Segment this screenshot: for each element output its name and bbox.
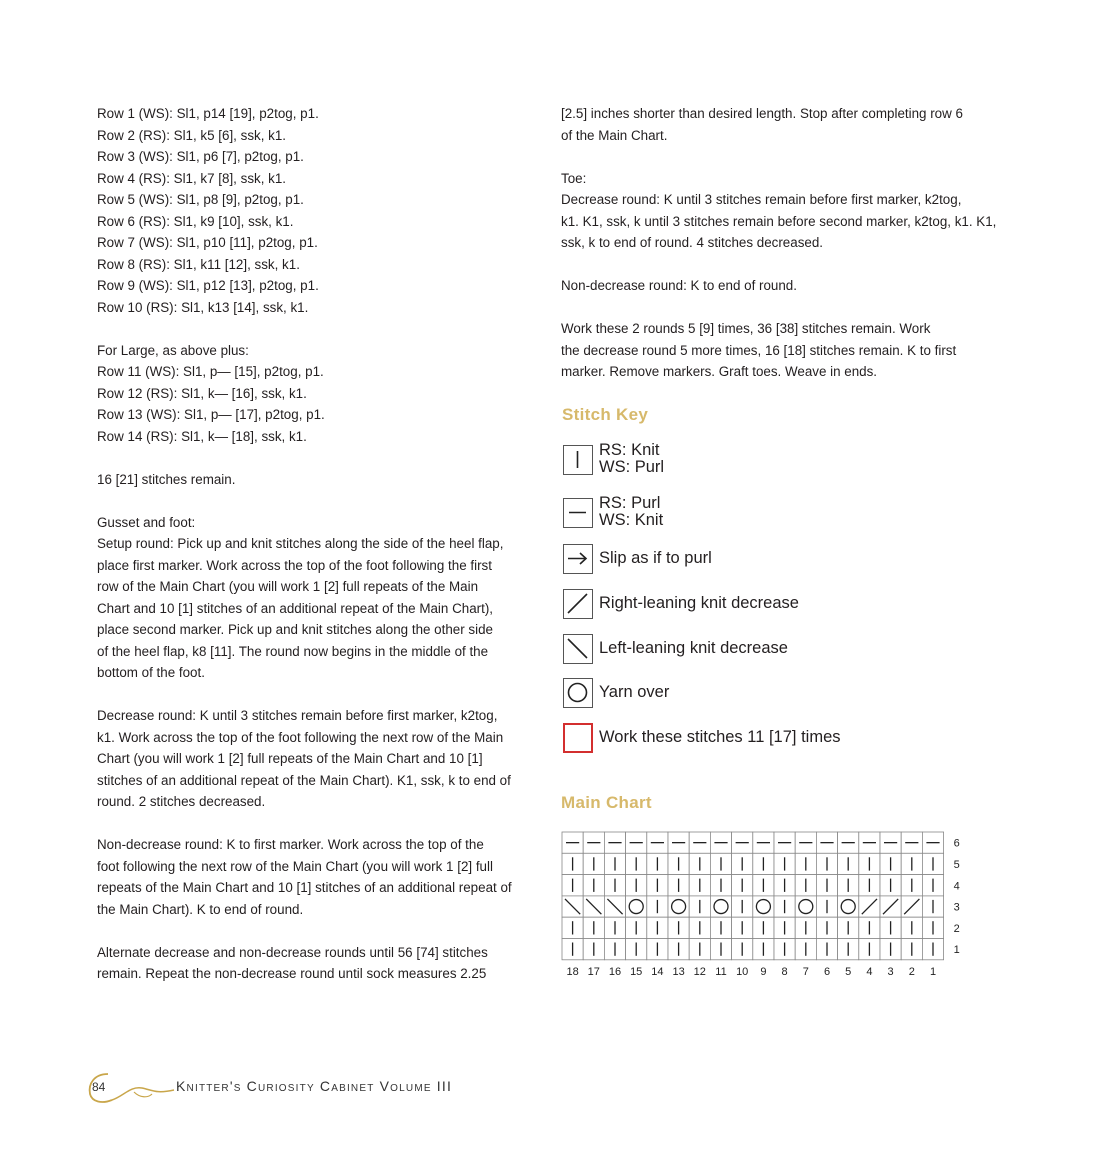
row-number: 3 [953,901,960,914]
pattern-row: Row 6 (RS): Sl1, k9 [10], ssk, k1. [97,213,294,229]
text-line: remain. Repeat the non-decrease round until sock measures 2.25 [97,966,487,981]
text-line: marker. Remove markers. Graft toes. Weave in ends. [561,364,878,379]
text-line: the decrease round 5 more times, 16 [18] stitches remain. K to first [561,342,957,358]
text-line: of the Main Chart. [561,127,668,143]
text-line: Chart and 10 [1] stitches of an additional repeat of the Main Chart), [97,600,493,616]
text-line: Alternate decrease and non-decrease rounds until 56 [74] stitches [97,944,488,960]
stitch-number: 18 [566,965,579,978]
row-number: 2 [953,922,960,935]
pattern-row: Row 12 (RS): Sl1, k— [16], ssk, k1. [97,385,307,401]
pattern-row: Row 11 (WS): Sl1, p— [15], p2tog, p1. [97,364,324,379]
key-label: Work these stitches 11 [17] times [599,728,841,746]
stitch-number: 6 [823,965,831,978]
text-line: Decrease round: K until 3 stitches remain before first marker, k2tog, [97,708,498,723]
page-number: 84 [92,1080,106,1094]
row-number: 6 [953,837,960,850]
row-number: 5 [953,858,960,871]
text-line: repeats of the Main Chart and 10 [1] stitches of an additional repeat of [97,880,512,895]
text-line: Chart (you will work 1 [2] full repeats of the Main Chart and 10 [1] [97,751,483,766]
pattern-row: Row 7 (WS): Sl1, p10 [11], p2tog, p1. [97,235,318,250]
stitch-number: 4 [866,965,873,978]
text-line: place second marker. Pick up and knit stitches along the other side [97,622,493,637]
stitch-key-heading: Stitch Key [562,405,649,424]
large-size-intro: For Large, as above plus: [97,342,249,358]
main-chart-heading: Main Chart [561,793,652,812]
text-line: ssk, k to end of round. 4 stitches decreased. [561,235,824,250]
toe-non-decrease-text: Non-decrease round: K to end of round. [561,278,797,293]
text-line: Decrease round: K until 3 stitches remain before first marker, k2tog, [561,192,962,207]
text-line: place first marker. Work across the top of the foot following the first [97,557,492,573]
pattern-row: Row 3 (WS): Sl1, p6 [7], p2tog, p1. [97,149,304,164]
key-label: WS: Purl [599,458,665,476]
text-line: row of the Main Chart (you will work 1 [2] full repeats of the Main [97,579,479,594]
stitch-number: 10 [736,965,749,978]
stitch-number: 14 [651,965,664,978]
text-line: round. 2 stitches decreased. [97,794,266,809]
text-line: of the heel flap, k8 [11]. The round now begins in the middle of the [97,643,489,659]
pattern-row: Row 14 (RS): Sl1, k— [18], ssk, k1. [97,428,307,444]
stitch-number: 9 [760,965,767,978]
stitch-number: 8 [781,965,788,978]
text-line: foot following the next row of the Main Chart (you will work 1 [2] full [97,858,493,874]
text-line: the Main Chart). K to end of round. [97,901,304,917]
stitch-number: 17 [587,965,600,978]
text-line: k1. K1, ssk, k until 3 stitches remain before second marker, k2tog, k1. K1, [561,213,997,229]
pattern-row: Row 8 (RS): Sl1, k11 [12], ssk, k1. [97,256,300,272]
key-label: Yarn over [599,683,670,701]
text-line: Non-decrease round: K to first marker. Work across the top of the [97,837,484,852]
stitch-number: 13 [672,965,685,978]
stitch-number: 16 [608,965,622,978]
pattern-row: Row 9 (WS): Sl1, p12 [13], p2tog, p1. [97,278,319,293]
text-line: bottom of the foot. [97,665,205,680]
text-line: [2.5] inches shorter than desired length. Stop after completing row 6 [561,106,963,121]
key-label: Left-leaning knit decrease [599,639,788,657]
pattern-row: Row 2 (RS): Sl1, k5 [6], ssk, k1. [97,127,287,143]
text-line: stitches of an additional repeat of the Main Chart). K1, ssk, k to end of [97,772,511,788]
key-label: RS: Purl [599,494,661,512]
stitch-number: 5 [845,965,852,978]
key-label: WS: Knit [599,511,664,529]
key-label: Slip as if to purl [599,549,712,567]
stitch-number: 12 [693,965,706,978]
pattern-row: Row 4 (RS): Sl1, k7 [8], ssk, k1. [97,170,287,186]
pattern-row: Row 10 (RS): Sl1, k13 [14], ssk, k1. [97,299,309,315]
pattern-row: Row 5 (WS): Sl1, p8 [9], p2tog, p1. [97,192,304,207]
text-line: Setup round: Pick up and knit stitches along the side of the heel flap, [97,536,504,551]
gusset-heading: Gusset and foot: [97,514,196,530]
stitch-number: 15 [630,965,643,978]
stitch-number: 7 [802,965,809,978]
text-line: k1. Work across the top of the foot following the next row of the Main [97,729,504,745]
stitch-number: 2 [908,965,915,978]
row-number: 1 [953,944,960,957]
stitch-number: 11 [715,965,727,978]
stitch-number: 3 [887,965,894,978]
key-label: RS: Knit [599,441,660,459]
toe-heading: Toe: [561,170,587,186]
book-title-footer: Knitter's Curiosity Cabinet Volume III [176,1078,453,1094]
pattern-row: Row 13 (WS): Sl1, p— [17], p2tog, p1. [97,407,325,422]
stitches-remain-text: 16 [21] stitches remain. [97,471,236,487]
text-line: Work these 2 rounds 5 [9] times, 36 [38] stitches remain. Work [561,321,931,336]
key-label: Right-leaning knit decrease [599,594,799,612]
row-number: 4 [953,880,960,893]
pattern-row: Row 1 (WS): Sl1, p14 [19], p2tog, p1. [97,106,319,121]
stitch-number: 1 [929,965,937,978]
